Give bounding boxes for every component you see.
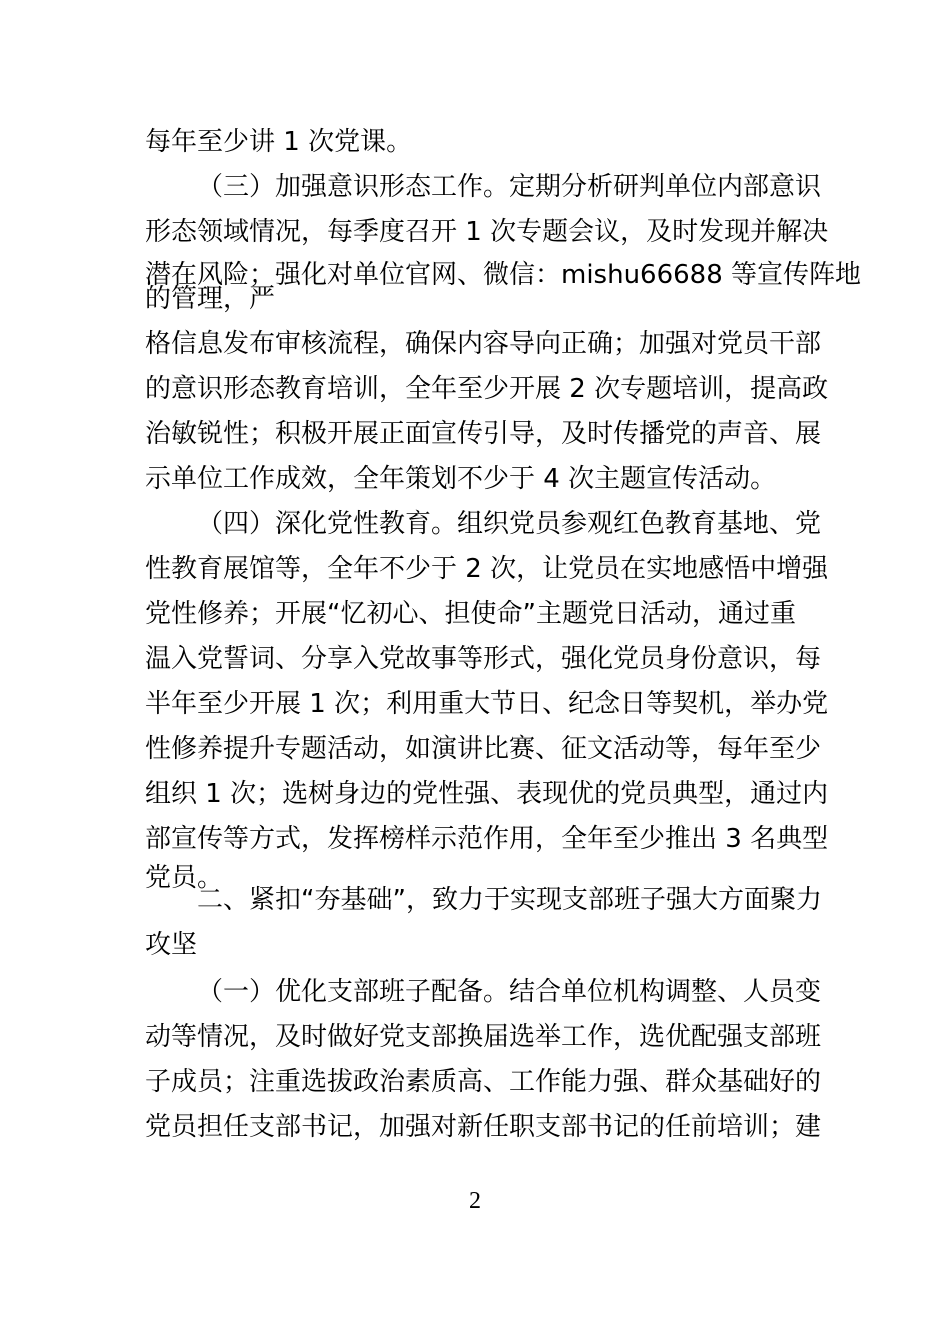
text-line: 格信息发布审核流程，确保内容导向正确；加强对党员干部 [145, 329, 822, 359]
text-line: 部宣传等方式，发挥榜样示范作用，全年至少推出 3 名典型 [145, 824, 829, 854]
text-line: 党性修养；开展“忆初心、担使命”主题党日活动，通过重 [145, 599, 796, 629]
text-line: 性修养提升专题活动，如演讲比赛、征文活动等，每年至少 [145, 734, 822, 764]
text-line: 每年至少讲 1 次党课。 [145, 127, 413, 157]
text-line: 形态领域情况，每季度召开 1 次专题会议，及时发现并解决 [145, 217, 829, 247]
text-line: （三）加强意识形态工作。定期分析研判单位内部意识 [197, 172, 822, 202]
section-heading-continued: 攻坚 [145, 930, 198, 960]
text-line: 子成员；注重选拔政治素质高、工作能力强、群众基础好的 [145, 1067, 822, 1097]
text-line: 党员。 [145, 863, 224, 893]
text-line: 半年至少开展 1 次；利用重大节日、纪念日等契机，举办党 [145, 689, 829, 719]
text-line: 动等情况，及时做好党支部换届选举工作，选优配强支部班 [145, 1022, 822, 1052]
section-heading: 二、紧扣“夯基础”，致力于实现支部班子强大方面聚力 [197, 885, 822, 915]
text-line: 的意识形态教育培训，全年至少开展 2 次专题培训，提高政 [145, 374, 829, 404]
text-line: 示单位工作成效，全年策划不少于 4 次主题宣传活动。 [145, 464, 777, 494]
text-line: 党员担任支部书记，加强对新任职支部书记的任前培训；建 [145, 1112, 822, 1142]
text-line: 治敏锐性；积极开展正面宣传引导，及时传播党的声音、展 [145, 419, 822, 449]
text-line: 的管理，严 [145, 284, 276, 314]
text-line: 性教育展馆等，全年不少于 2 次，让党员在实地感悟中增强 [145, 554, 829, 584]
text-line: （一）优化支部班子配备。结合单位机构调整、人员变 [197, 977, 822, 1007]
text-line: 潜在风险；强化对单位官网、微信：mishu66688 等宣传阵地 [145, 260, 862, 290]
text-line: 组织 1 次；选树身边的党性强、表现优的党员典型，通过内 [145, 779, 829, 809]
page-number: 2 [469, 1188, 481, 1214]
text-line: （四）深化党性教育。组织党员参观红色教育基地、党 [197, 509, 822, 539]
text-line: 温入党誓词、分享入党故事等形式，强化党员身份意识，每 [145, 644, 822, 674]
